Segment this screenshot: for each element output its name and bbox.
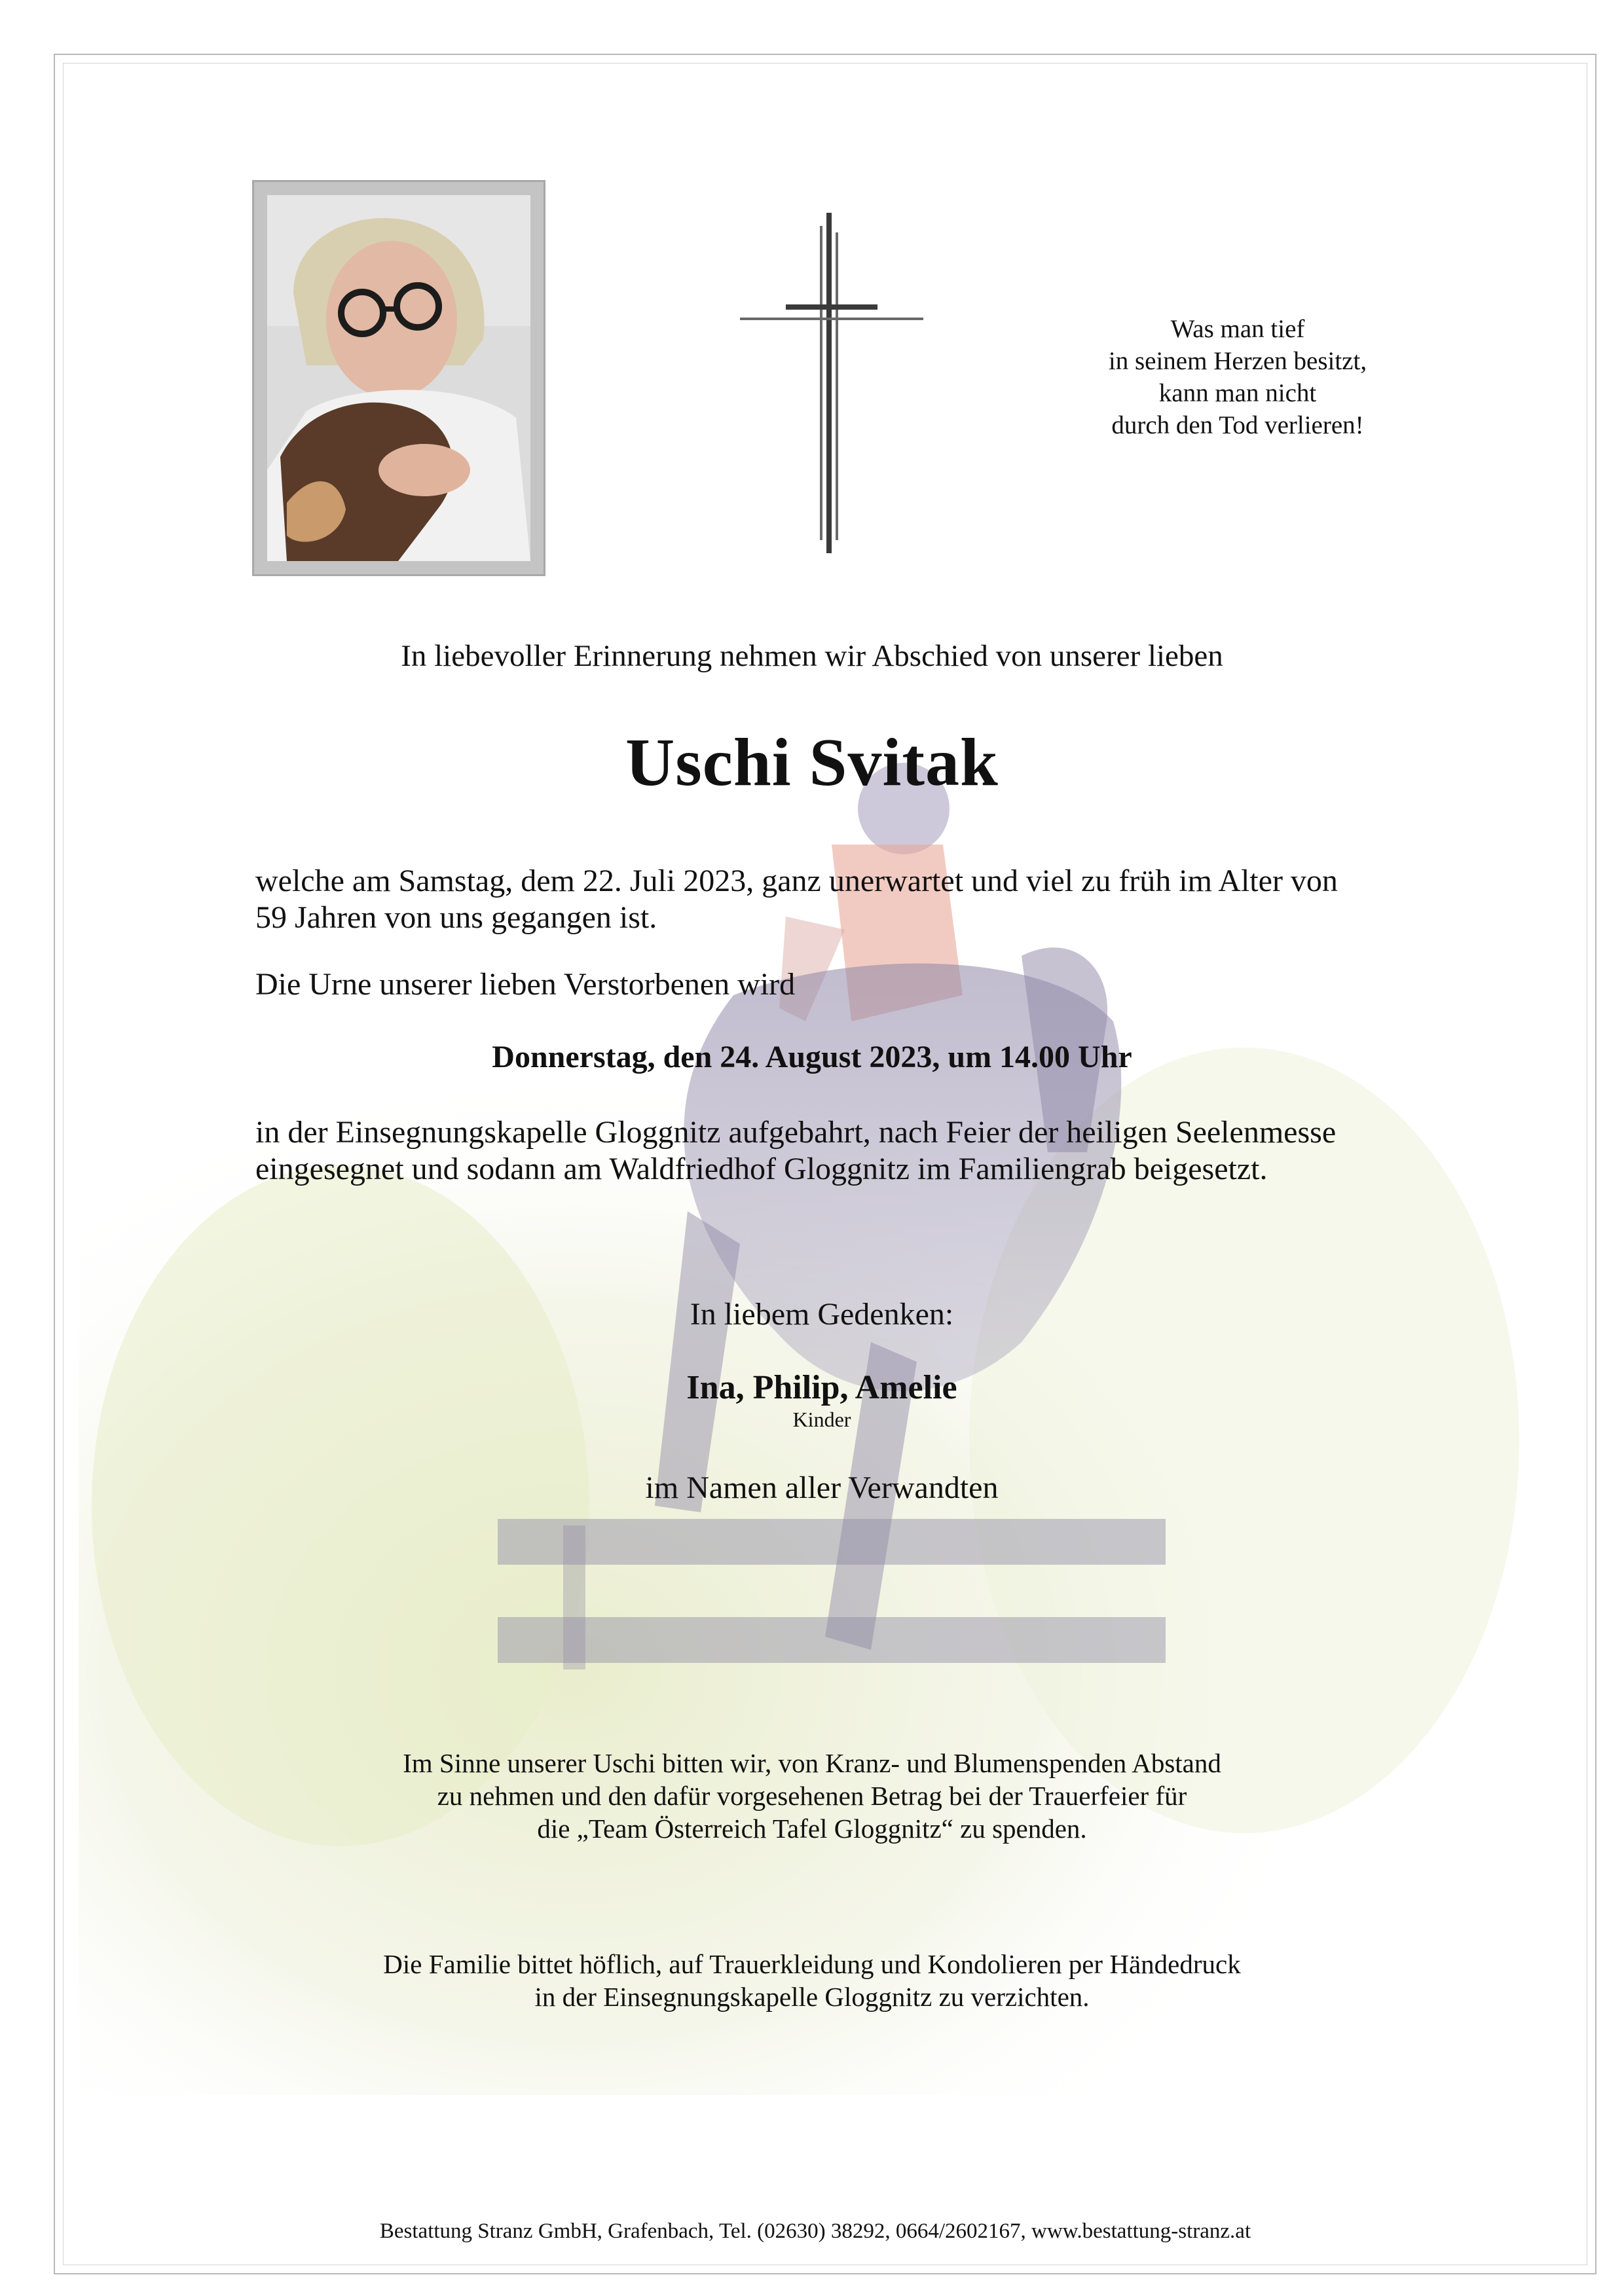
quote-line: in seinem Herzen besitzt, <box>1108 347 1367 375</box>
cross-icon <box>740 213 923 553</box>
dresscode-request <box>0 1948 1624 2013</box>
urn-intro: Die Urne unserer lieben Verstorbenen wird <box>255 967 796 1002</box>
memorial-quote <box>1035 313 1441 441</box>
donation-line: die „Team Österreich Tafel Gloggnitz“ zu spenden. <box>537 1813 1087 1844</box>
ceremony-paragraph <box>255 1114 1336 1188</box>
relatives-text: im Namen aller Verwandten <box>645 1470 999 1505</box>
remembrance-label: In liebem Gedenken: <box>690 1297 954 1332</box>
mourners-names: Ina, Philip, Amelie <box>686 1369 957 1406</box>
dresscode-line: in der Einsegnungskapelle Gloggnitz zu verzichten. <box>534 1982 1090 2012</box>
mourners-relation: Kinder <box>792 1408 851 1431</box>
passing-line: welche am Samstag, dem 22. Juli 2023, ganz unerwartet und viel zu früh im Alter von <box>255 864 1338 898</box>
dresscode-line: Die Familie bittet höflich, auf Trauerkleidung und Kondolieren per Händedruck <box>383 1949 1241 1979</box>
deceased-name: Uschi Svitak <box>625 725 999 800</box>
intro-text: In liebevoller Erinnerung nehmen wir Abschied von unserer lieben <box>401 639 1223 673</box>
portrait-photo <box>267 195 530 561</box>
funeral-home-footer: Bestattung Stranz GmbH, Grafenbach, Tel. (02630) 38292, 0664/2602167, www.bestattung-stranz.at <box>379 2219 1251 2243</box>
portrait-image <box>267 195 530 561</box>
quote-line: durch den Tod verlieren! <box>1111 411 1364 439</box>
donation-request <box>0 1747 1624 1845</box>
portrait-frame <box>252 180 545 576</box>
ceremony-line: in der Einsegnungskapelle Gloggnitz aufgebahrt, nach Feier der heiligen Seelenmesse <box>255 1115 1337 1150</box>
ceremony-line: eingesegnet und sodann am Waldfriedhof Gloggnitz im Familiengrab beigesetzt. <box>255 1152 1268 1186</box>
passing-line: 59 Jahren von uns gegangen ist. <box>255 900 657 935</box>
donation-line: zu nehmen und den dafür vorgesehenen Betrag bei der Trauerfeier für <box>437 1781 1187 1811</box>
passing-paragraph <box>255 863 1338 936</box>
ceremony-datetime: Donnerstag, den 24. August 2023, um 14.00 Uhr <box>492 1040 1132 1074</box>
quote-line: Was man tief <box>1170 315 1305 343</box>
quote-line: kann man nicht <box>1158 379 1317 407</box>
donation-line: Im Sinne unserer Uschi bitten wir, von Kranz- und Blumenspenden Abstand <box>403 1748 1221 1778</box>
